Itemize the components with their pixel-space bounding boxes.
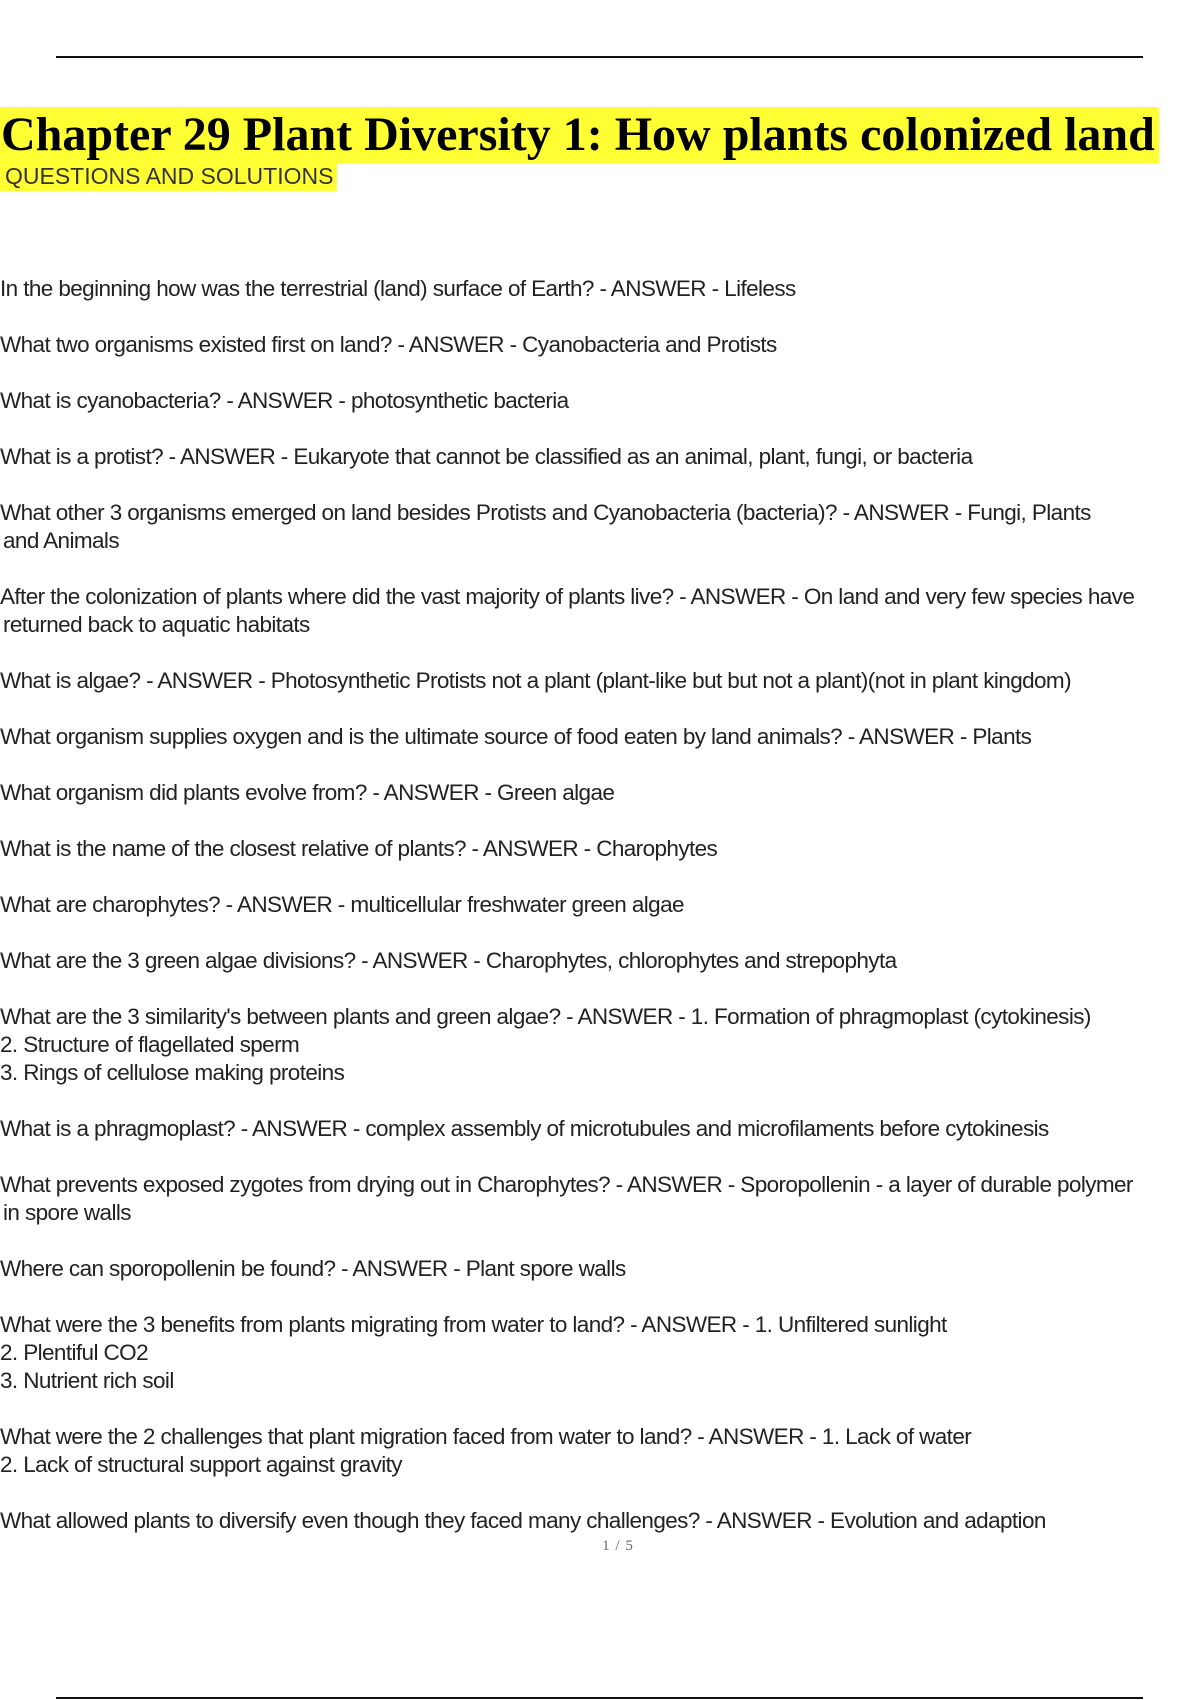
title-block [0,107,1159,191]
qa-item [0,1507,1200,1535]
qa-question-line: What organism supplies oxygen and is the ultimate source of food eaten by land animals? - ANSWER - Plants [0,724,1032,749]
qa-item [0,835,1200,863]
qa-item [0,1171,1200,1227]
qa-question-line: What is cyanobacteria? - ANSWER - photosynthetic bacteria [0,388,569,413]
qa-question-line: What is a protist? - ANSWER - Eukaryote that cannot be classified as an animal, plant, fungi, or bacteria [0,444,973,469]
top-rule [56,56,1143,58]
qa-item [0,667,1200,695]
qa-item [0,275,1200,303]
page-subtitle: QUESTIONS AND SOLUTIONS [0,163,337,191]
qa-question-line: What is a phragmoplast? - ANSWER - complex assembly of microtubules and microfilaments before cytokinesis [0,1116,1049,1141]
qa-item [0,1003,1200,1087]
qa-question-line: What allowed plants to diversify even though they faced many challenges? - ANSWER - Evolution and adaption [0,1508,1046,1533]
bottom-rule [56,1697,1143,1699]
qa-question-line: What are the 3 green algae divisions? - ANSWER - Charophytes, chlorophytes and strepophyta [0,948,897,973]
qa-continuation-line: 2. Structure of flagellated sperm [0,1032,300,1057]
qa-item [0,1311,1200,1395]
page-title: Chapter 29 Plant Diversity 1: How plants colonized land [0,107,1159,163]
qa-item [0,1423,1200,1479]
qa-continuation-line: 2. Lack of structural support against gravity [0,1452,402,1477]
qa-continuation-line: returned back to aquatic habitats [3,612,310,637]
qa-question-line: What are the 3 similarity's between plants and green algae? - ANSWER - 1. Formation of phragmoplast (cytokinesis) [0,1004,1091,1029]
qa-question-line: What is the name of the closest relative of plants? - ANSWER - Charophytes [0,836,718,861]
qa-continuation-line: and Animals [3,528,119,553]
qa-item [0,331,1200,359]
qa-item [0,1255,1200,1283]
qa-question-line: What are charophytes? - ANSWER - multicellular freshwater green algae [0,892,684,917]
qa-item [0,583,1200,639]
qa-question-line: In the beginning how was the terrestrial (land) surface of Earth? - ANSWER - Lifeless [0,276,796,301]
qa-question-line: What were the 3 benefits from plants migrating from water to land? - ANSWER - 1. Unfiltered sunlight [0,1312,947,1337]
qa-continuation-line: 3. Nutrient rich soil [0,1368,174,1393]
qa-item [0,723,1200,751]
qa-question-line: What other 3 organisms emerged on land besides Protists and Cyanobacteria (bacteria)? - ANSWER - Fungi, Plants [0,500,1091,525]
qa-question-line: What were the 2 challenges that plant migration faced from water to land? - ANSWER - 1. Lack of water [0,1424,972,1449]
page-number: 1 / 5 [602,1538,634,1554]
qa-item [0,443,1200,471]
qa-question-line: After the colonization of plants where did the vast majority of plants live? - ANSWER - On land and very few species have [0,584,1135,609]
qa-item [0,1115,1200,1143]
qa-item [0,947,1200,975]
qa-question-line: What two organisms existed first on land? - ANSWER - Cyanobacteria and Protists [0,332,777,357]
qa-item [0,499,1200,555]
qa-question-line: What organism did plants evolve from? - ANSWER - Green algae [0,780,615,805]
qa-item [0,387,1200,415]
qa-continuation-line: in spore walls [3,1200,131,1225]
qa-continuation-line: 2. Plentiful CO2 [0,1340,148,1365]
qa-question-line: What prevents exposed zygotes from drying out in Charophytes? - ANSWER - Sporopollenin - a layer of durable polymer [0,1172,1133,1197]
qa-list [0,275,1200,1563]
qa-item [0,891,1200,919]
qa-question-line: What is algae? - ANSWER - Photosynthetic Protists not a plant (plant-like but but not a plant)(not in plant kingdom) [0,668,1071,693]
qa-question-line: Where can sporopollenin be found? - ANSWER - Plant spore walls [0,1256,626,1281]
qa-item [0,779,1200,807]
qa-continuation-line: 3. Rings of cellulose making proteins [0,1060,345,1085]
